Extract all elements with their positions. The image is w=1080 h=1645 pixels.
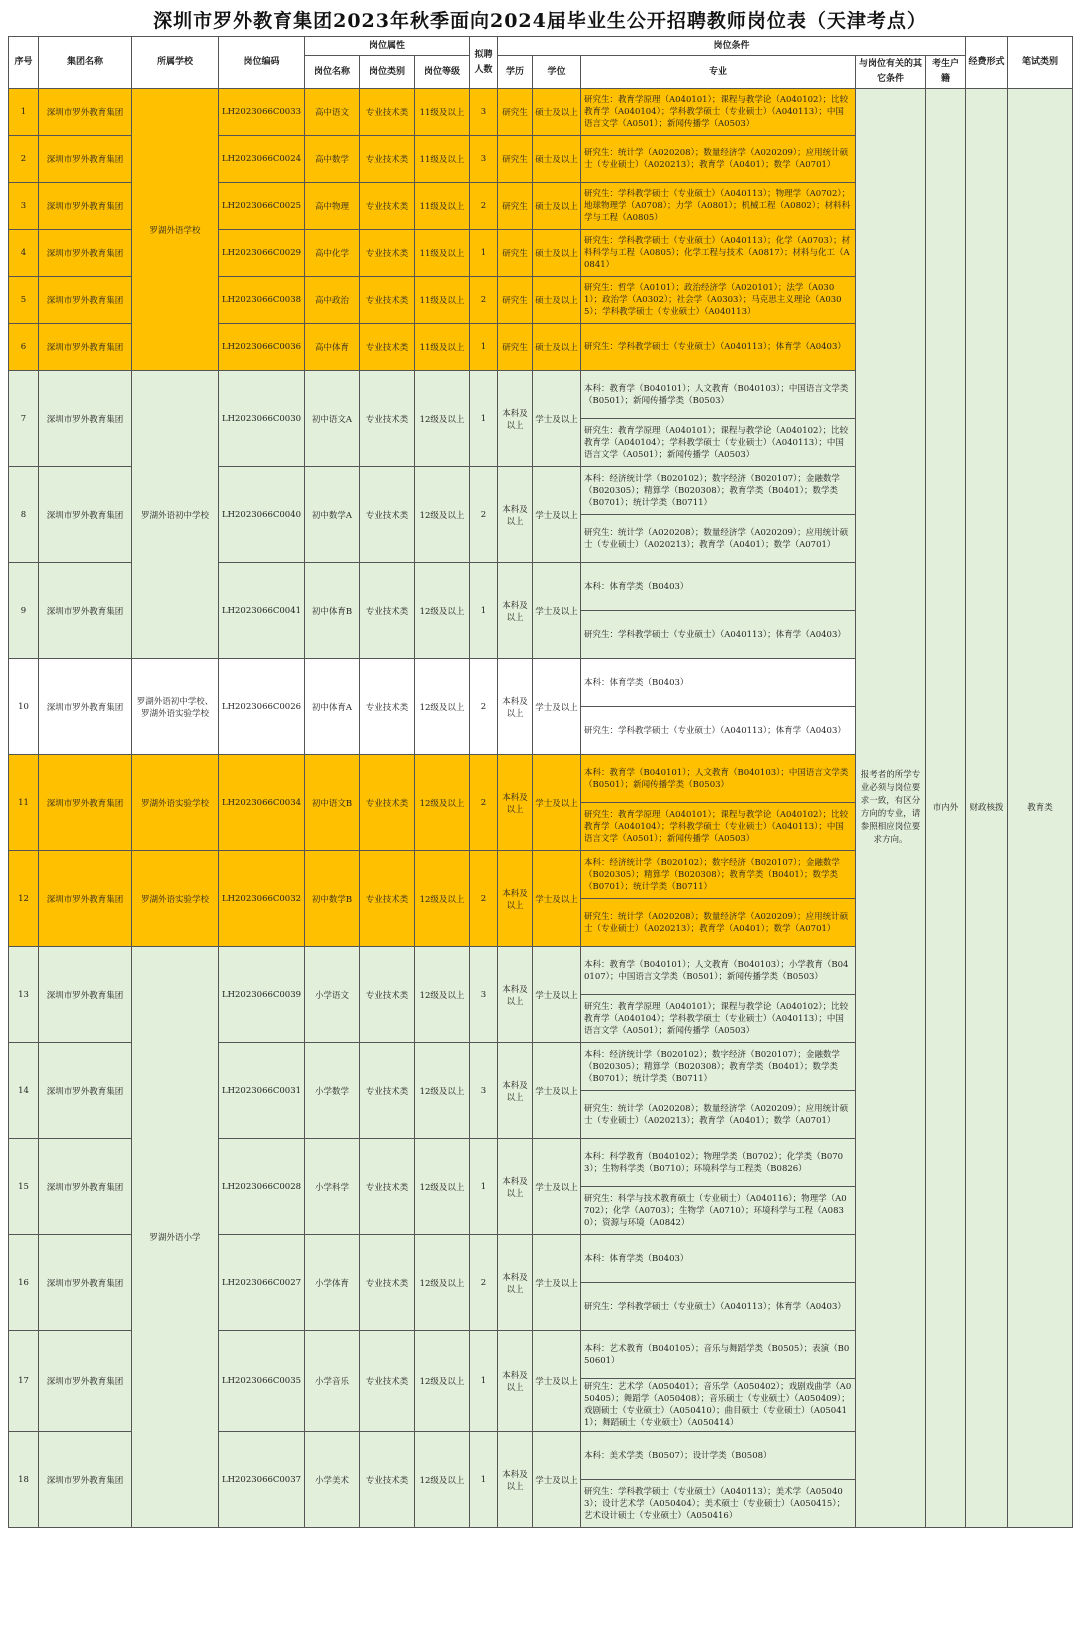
cell-code: LH2023066C0038 [219, 277, 305, 324]
cell-count: 3 [470, 136, 498, 183]
cell-name: 高中体育 [305, 324, 360, 371]
cell-group: 深圳市罗外教育集团 [39, 371, 132, 467]
cell-edu: 研究生 [498, 230, 533, 277]
cell-degree: 硕士及以上 [533, 324, 581, 371]
cell-cat: 专业技术类 [360, 277, 415, 324]
cell-seq: 16 [9, 1235, 39, 1331]
cell-major-grad: 研究生：学科教学硕士（专业硕士）（A040113）；体育学（A0403） [581, 611, 856, 659]
cell-count: 2 [470, 659, 498, 755]
cell-level: 12级及以上 [415, 563, 470, 659]
cell-major-grad: 研究生：统计学（A020208）；数量经济学（A020209）；应用统计硕士（专业硕士）（A020213）；教育学（A0401）；数学（A0701） [581, 1091, 856, 1139]
cell-name: 高中物理 [305, 183, 360, 230]
cell-seq: 6 [9, 324, 39, 371]
cell-cat: 专业技术类 [360, 563, 415, 659]
cell-degree: 学士及以上 [533, 1139, 581, 1235]
cell-cat: 专业技术类 [360, 183, 415, 230]
cell-name: 高中语文 [305, 89, 360, 136]
cell-seq: 7 [9, 371, 39, 467]
cell-edu: 本科及以上 [498, 371, 533, 467]
cell-major-undergrad: 本科：教育学（B040101）；人文教育（B040103）；中国语言文学类（B0501）；新闻传播学类（B0503） [581, 755, 856, 803]
cell-count: 2 [470, 467, 498, 563]
cell-name: 小学数学 [305, 1043, 360, 1139]
cell-major: 研究生：统计学（A020208）；数量经济学（A020209）；应用统计硕士（专业硕士）（A020213）；教育学（A0401）；数学（A0701） [581, 136, 856, 183]
cell-major: 研究生：学科教学硕士（专业硕士）（A040113）；化学（A0703）；材料科学与工程（A0805）；化学工程与技术（A0817）；材料与化工（A0841） [581, 230, 856, 277]
cell-school: 罗湖外语初中学校 [132, 371, 219, 659]
cell-seq: 5 [9, 277, 39, 324]
cell-seq: 14 [9, 1043, 39, 1139]
cell-group: 深圳市罗外教育集团 [39, 230, 132, 277]
cell-cat: 专业技术类 [360, 136, 415, 183]
cell-level: 12级及以上 [415, 371, 470, 467]
cell-name: 小学体育 [305, 1235, 360, 1331]
cell-other-conditions: 报考者的所学专业必须与岗位要求一致，有区分方向的专业，请参照相应岗位要求方向。 [856, 89, 926, 1528]
cell-edu: 研究生 [498, 324, 533, 371]
header-school: 所属学校 [132, 37, 219, 89]
cell-cat: 专业技术类 [360, 1331, 415, 1432]
cell-edu: 研究生 [498, 277, 533, 324]
cell-major-undergrad: 本科：艺术教育（B040105）；音乐与舞蹈学类（B0505）；表演（B050601） [581, 1331, 856, 1379]
cell-cat: 专业技术类 [360, 89, 415, 136]
cell-major-undergrad: 本科：科学教育（B040102）；物理学类（B0702）；化学类（B0703）；生物科学类（B0710）；环境科学与工程类（B0826） [581, 1139, 856, 1187]
cell-count: 1 [470, 1432, 498, 1528]
cell-code: LH2023066C0033 [219, 89, 305, 136]
cell-level: 12级及以上 [415, 659, 470, 755]
cell-count: 2 [470, 183, 498, 230]
cell-name: 初中体育B [305, 563, 360, 659]
cell-group: 深圳市罗外教育集团 [39, 563, 132, 659]
cell-major: 研究生：学科教学硕士（专业硕士）（A040113）；体育学（A0403） [581, 324, 856, 371]
table-row [9, 89, 1073, 136]
cell-cat: 专业技术类 [360, 230, 415, 277]
cell-cat: 专业技术类 [360, 947, 415, 1043]
cell-degree: 学士及以上 [533, 659, 581, 755]
cell-name: 初中语文A [305, 371, 360, 467]
cell-level: 11级及以上 [415, 324, 470, 371]
cell-degree: 硕士及以上 [533, 183, 581, 230]
cell-edu: 本科及以上 [498, 1235, 533, 1331]
cell-level: 11级及以上 [415, 136, 470, 183]
cell-code: LH2023066C0036 [219, 324, 305, 371]
header-conditions: 岗位条件 [498, 37, 966, 56]
header-code: 岗位编码 [219, 37, 305, 89]
header-attr-cat: 岗位类别 [360, 56, 415, 89]
cell-seq: 15 [9, 1139, 39, 1235]
cell-funding: 财政核拨 [966, 89, 1008, 1528]
page-title: 深圳市罗外教育集团2023年秋季面向2024届毕业生公开招聘教师岗位表（天津考点） [153, 10, 927, 32]
cell-count: 2 [470, 755, 498, 851]
cell-major-grad: 研究生：艺术学（A050401）；音乐学（A050402）；戏剧戏曲学（A050405）；舞蹈学（A050408）；音乐硕士（专业硕士）（A050409）；戏剧硕士（专业硕士）（A050410）；曲目硕士（专业硕士）（A050411）；舞蹈硕士（专业硕士）（A050414） [581, 1379, 856, 1432]
cell-cat: 专业技术类 [360, 851, 415, 947]
cell-code: LH2023066C0031 [219, 1043, 305, 1139]
header-funding: 经费形式 [966, 37, 1008, 89]
header-hukou: 考生户籍 [926, 56, 966, 89]
cell-name: 初中语文B [305, 755, 360, 851]
cell-level: 12级及以上 [415, 467, 470, 563]
cell-major-grad: 研究生：学科教学硕士（专业硕士）（A040113）；体育学（A0403） [581, 707, 856, 755]
recruitment-table [8, 36, 1073, 1528]
cell-edu: 本科及以上 [498, 1331, 533, 1432]
cell-seq: 18 [9, 1432, 39, 1528]
cell-edu: 研究生 [498, 136, 533, 183]
cell-major-undergrad: 本科：美术学类（B0507）；设计学类（B0508） [581, 1432, 856, 1480]
cell-code: LH2023066C0029 [219, 230, 305, 277]
cell-degree: 学士及以上 [533, 371, 581, 467]
cell-count: 1 [470, 324, 498, 371]
cell-edu: 本科及以上 [498, 1139, 533, 1235]
header-edu: 学历 [498, 56, 533, 89]
cell-major: 研究生：哲学（A0101）；政治经济学（A020101）；法学（A0301）；政治学（A0302）；社会学（A0303）；马克思主义理论（A0305）；学科教学硕士（专业硕士）（A040113） [581, 277, 856, 324]
cell-group: 深圳市罗外教育集团 [39, 659, 132, 755]
cell-code: LH2023066C0041 [219, 563, 305, 659]
cell-major-grad: 研究生：统计学（A020208）；数量经济学（A020209）；应用统计硕士（专业硕士）（A020213）；教育学（A0401）；数学（A0701） [581, 515, 856, 563]
cell-group: 深圳市罗外教育集团 [39, 1139, 132, 1235]
cell-school: 罗湖外语实验学校 [132, 851, 219, 947]
cell-major-grad: 研究生：科学与技术教育硕士（专业硕士）（A040116）；物理学（A0702）；化学（A0703）；生物学（A0710）；环境科学与工程（A0830）；资源与环境（A0842） [581, 1187, 856, 1235]
cell-cat: 专业技术类 [360, 1235, 415, 1331]
cell-major-grad: 研究生：教育学原理（A040101）；课程与教学论（A040102）；比较教育学（A040104）；学科教学硕士（专业硕士）（A040113）；中国语言文学（A0501）；新闻传播学（A0503） [581, 419, 856, 467]
cell-major-undergrad: 本科：经济统计学（B020102）；数字经济（B020107）；金融数学（B020305）；精算学（B020308）；教育学类（B0401）；数学类（B0701）；统计学类（B0711） [581, 1043, 856, 1091]
cell-code: LH2023066C0037 [219, 1432, 305, 1528]
cell-major-undergrad: 本科：经济统计学（B020102）；数字经济（B020107）；金融数学（B020305）；精算学（B020308）；教育学类（B0401）；数学类（B0701）；统计学类（B0711） [581, 851, 856, 899]
header-count: 拟聘人数 [470, 37, 498, 89]
cell-count: 2 [470, 277, 498, 324]
cell-major-undergrad: 本科：经济统计学（B020102）；数字经济（B020107）；金融数学（B020305）；精算学（B020308）；教育学类（B0401）；数学类（B0701）；统计学类（B0711） [581, 467, 856, 515]
cell-code: LH2023066C0034 [219, 755, 305, 851]
cell-seq: 12 [9, 851, 39, 947]
cell-degree: 学士及以上 [533, 1432, 581, 1528]
cell-code: LH2023066C0024 [219, 136, 305, 183]
cell-count: 2 [470, 851, 498, 947]
cell-cat: 专业技术类 [360, 324, 415, 371]
header-group: 集团名称 [39, 37, 132, 89]
cell-code: LH2023066C0030 [219, 371, 305, 467]
cell-major-grad: 研究生：教育学原理（A040101）；课程与教学论（A040102）；比较教育学（A040104）；学科教学硕士（专业硕士）（A040113）；中国语言文学（A0501）；新闻传播学（A0503） [581, 995, 856, 1043]
cell-major-undergrad: 本科：体育学类（B0403） [581, 563, 856, 611]
cell-edu: 研究生 [498, 183, 533, 230]
cell-group: 深圳市罗外教育集团 [39, 136, 132, 183]
cell-group: 深圳市罗外教育集团 [39, 324, 132, 371]
cell-degree: 学士及以上 [533, 1235, 581, 1331]
cell-name: 初中体育A [305, 659, 360, 755]
cell-code: LH2023066C0039 [219, 947, 305, 1043]
cell-count: 1 [470, 1139, 498, 1235]
cell-seq: 1 [9, 89, 39, 136]
cell-name: 小学音乐 [305, 1331, 360, 1432]
cell-count: 3 [470, 947, 498, 1043]
cell-degree: 学士及以上 [533, 755, 581, 851]
cell-seq: 9 [9, 563, 39, 659]
cell-seq: 11 [9, 755, 39, 851]
cell-level: 11级及以上 [415, 183, 470, 230]
cell-cat: 专业技术类 [360, 1043, 415, 1139]
cell-school: 罗湖外语学校 [132, 89, 219, 371]
cell-seq: 17 [9, 1331, 39, 1432]
cell-edu: 本科及以上 [498, 1432, 533, 1528]
cell-edu: 本科及以上 [498, 659, 533, 755]
cell-school: 罗湖外语小学 [132, 947, 219, 1528]
cell-degree: 硕士及以上 [533, 277, 581, 324]
cell-code: LH2023066C0032 [219, 851, 305, 947]
cell-degree: 学士及以上 [533, 563, 581, 659]
cell-edu: 本科及以上 [498, 563, 533, 659]
cell-group: 深圳市罗外教育集团 [39, 947, 132, 1043]
cell-seq: 4 [9, 230, 39, 277]
cell-hukou: 市内外 [926, 89, 966, 1528]
cell-level: 11级及以上 [415, 89, 470, 136]
cell-level: 12级及以上 [415, 1331, 470, 1432]
cell-level: 12级及以上 [415, 1139, 470, 1235]
cell-degree: 学士及以上 [533, 1043, 581, 1139]
cell-major-grad: 研究生：统计学（A020208）；数量经济学（A020209）；应用统计硕士（专业硕士）（A020213）；教育学（A0401）；数学（A0701） [581, 899, 856, 947]
cell-edu: 本科及以上 [498, 467, 533, 563]
cell-seq: 13 [9, 947, 39, 1043]
cell-name: 高中数学 [305, 136, 360, 183]
header-degree: 学位 [533, 56, 581, 89]
cell-exam: 教育类 [1008, 89, 1073, 1528]
cell-major: 研究生：教育学原理（A040101）；课程与教学论（A040102）；比较教育学（A040104）；学科教学硕士（专业硕士）（A040113）；中国语言文学（A0501）；新闻传播学（A0503） [581, 89, 856, 136]
cell-school: 罗湖外语初中学校、罗湖外语实验学校 [132, 659, 219, 755]
cell-group: 深圳市罗外教育集团 [39, 851, 132, 947]
cell-level: 11级及以上 [415, 277, 470, 324]
cell-degree: 学士及以上 [533, 1331, 581, 1432]
cell-count: 1 [470, 230, 498, 277]
cell-major-grad: 研究生：教育学原理（A040101）；课程与教学论（A040102）；比较教育学（A040104）；学科教学硕士（专业硕士）（A040113）；中国语言文学（A0501）；新闻传播学（A0503） [581, 803, 856, 851]
cell-degree: 学士及以上 [533, 851, 581, 947]
cell-name: 初中数学B [305, 851, 360, 947]
cell-degree: 硕士及以上 [533, 89, 581, 136]
cell-count: 3 [470, 1043, 498, 1139]
cell-seq: 2 [9, 136, 39, 183]
cell-code: LH2023066C0035 [219, 1331, 305, 1432]
cell-code: LH2023066C0040 [219, 467, 305, 563]
cell-count: 3 [470, 89, 498, 136]
cell-major-undergrad: 本科：体育学类（B0403） [581, 1235, 856, 1283]
cell-cat: 专业技术类 [360, 1139, 415, 1235]
cell-degree: 学士及以上 [533, 947, 581, 1043]
cell-edu: 本科及以上 [498, 851, 533, 947]
cell-level: 12级及以上 [415, 1432, 470, 1528]
cell-major: 研究生：学科教学硕士（专业硕士）（A040113）；物理学（A0702）；地球物理学（A0708）；力学（A0801）；机械工程（A0802）；材料科学与工程（A0805） [581, 183, 856, 230]
cell-group: 深圳市罗外教育集团 [39, 1331, 132, 1432]
cell-degree: 学士及以上 [533, 467, 581, 563]
cell-edu: 本科及以上 [498, 1043, 533, 1139]
cell-cat: 专业技术类 [360, 371, 415, 467]
cell-code: LH2023066C0026 [219, 659, 305, 755]
cell-code: LH2023066C0025 [219, 183, 305, 230]
cell-group: 深圳市罗外教育集团 [39, 1235, 132, 1331]
cell-group: 深圳市罗外教育集团 [39, 467, 132, 563]
header-seq: 序号 [9, 37, 39, 89]
cell-count: 1 [470, 371, 498, 467]
cell-count: 1 [470, 1331, 498, 1432]
cell-name: 小学美术 [305, 1432, 360, 1528]
cell-level: 11级及以上 [415, 230, 470, 277]
cell-code: LH2023066C0028 [219, 1139, 305, 1235]
cell-edu: 研究生 [498, 89, 533, 136]
cell-group: 深圳市罗外教育集团 [39, 183, 132, 230]
header-other: 与岗位有关的其它条件 [856, 56, 926, 89]
cell-name: 初中数学A [305, 467, 360, 563]
cell-level: 12级及以上 [415, 755, 470, 851]
cell-group: 深圳市罗外教育集团 [39, 755, 132, 851]
cell-major-undergrad: 本科：教育学（B040101）；人文教育（B040103）；中国语言文学类（B0501）；新闻传播学类（B0503） [581, 371, 856, 419]
cell-group: 深圳市罗外教育集团 [39, 89, 132, 136]
cell-cat: 专业技术类 [360, 1432, 415, 1528]
cell-group: 深圳市罗外教育集团 [39, 277, 132, 324]
header-attr-level: 岗位等级 [415, 56, 470, 89]
cell-code: LH2023066C0027 [219, 1235, 305, 1331]
cell-name: 高中政治 [305, 277, 360, 324]
cell-level: 12级及以上 [415, 1043, 470, 1139]
cell-cat: 专业技术类 [360, 755, 415, 851]
cell-edu: 本科及以上 [498, 755, 533, 851]
cell-edu: 本科及以上 [498, 947, 533, 1043]
cell-degree: 硕士及以上 [533, 136, 581, 183]
cell-degree: 硕士及以上 [533, 230, 581, 277]
cell-name: 小学科学 [305, 1139, 360, 1235]
cell-count: 2 [470, 1235, 498, 1331]
cell-seq: 8 [9, 467, 39, 563]
cell-level: 12级及以上 [415, 1235, 470, 1331]
header-exam: 笔试类别 [1008, 37, 1073, 89]
header-major: 专业 [581, 56, 856, 89]
cell-major-grad: 研究生：学科教学硕士（专业硕士）（A040113）；美术学（A050403）；设计艺术学（A050404）；美术硕士（专业硕士）（A050415）；艺术设计硕士（专业硕士）（A050416） [581, 1480, 856, 1528]
header-attr: 岗位属性 [305, 37, 470, 56]
cell-school: 罗湖外语实验学校 [132, 755, 219, 851]
cell-group: 深圳市罗外教育集团 [39, 1432, 132, 1528]
cell-cat: 专业技术类 [360, 467, 415, 563]
cell-major-undergrad: 本科：教育学（B040101）；人文教育（B040103）；小学教育（B040107）；中国语言文学类（B0501）；新闻传播学类（B0503） [581, 947, 856, 995]
cell-level: 12级及以上 [415, 851, 470, 947]
cell-seq: 10 [9, 659, 39, 755]
cell-major-undergrad: 本科：体育学类（B0403） [581, 659, 856, 707]
cell-count: 1 [470, 563, 498, 659]
cell-group: 深圳市罗外教育集团 [39, 1043, 132, 1139]
cell-name: 小学语文 [305, 947, 360, 1043]
cell-cat: 专业技术类 [360, 659, 415, 755]
header-attr-name: 岗位名称 [305, 56, 360, 89]
cell-major-grad: 研究生：学科教学硕士（专业硕士）（A040113）；体育学（A0403） [581, 1283, 856, 1331]
cell-level: 12级及以上 [415, 947, 470, 1043]
cell-seq: 3 [9, 183, 39, 230]
cell-name: 高中化学 [305, 230, 360, 277]
